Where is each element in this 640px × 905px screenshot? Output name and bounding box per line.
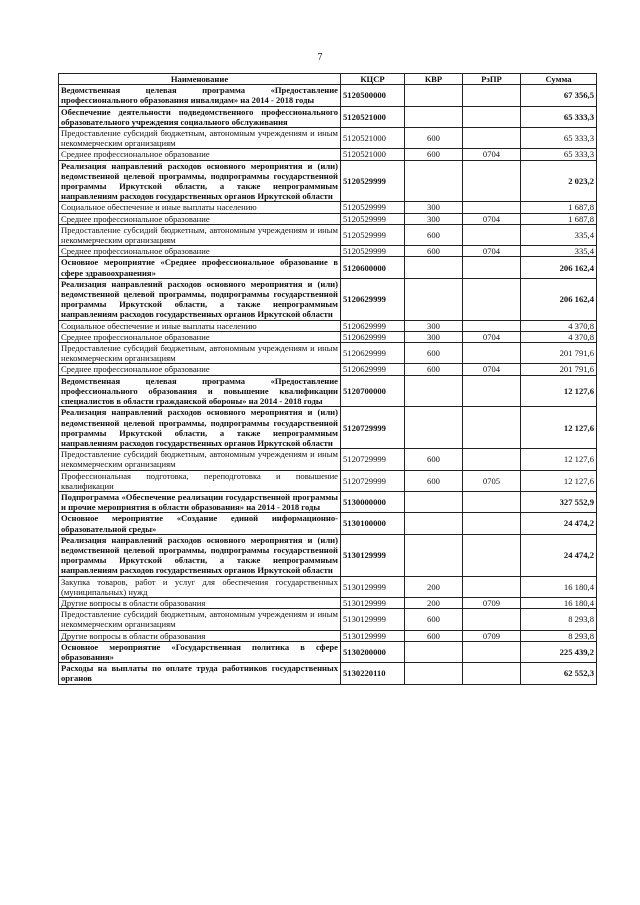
cell-kvr: 600: [405, 630, 463, 641]
cell-sum: 12 127,6: [521, 449, 597, 470]
cell-name: Реализация направлений расходов основного мероприятия и (или) ведомственной целевой программы, подпрограммы государственной программы Иркутской области, а также непрограммным направлениям расходов государственных органов Иркутской области: [59, 407, 341, 449]
cell-rzpr: [463, 375, 521, 407]
table-row: [59, 85, 597, 106]
cell-kcsr: 5130129999: [341, 534, 405, 576]
cell-kvr: [405, 85, 463, 106]
cell-rzpr: 0704: [463, 364, 521, 375]
table-row: [59, 160, 597, 202]
cell-kcsr: 5120629999: [341, 331, 405, 342]
cell-name: Основное мероприятие «Среднее профессиональное образование в сфере здравоохранения»: [59, 257, 341, 278]
cell-kcsr: 5130129999: [341, 597, 405, 608]
cell-kvr: 300: [405, 320, 463, 331]
cell-sum: 12 127,6: [521, 407, 597, 449]
table-row: [59, 246, 597, 257]
table-row: [59, 364, 597, 375]
cell-sum: 12 127,6: [521, 470, 597, 491]
cell-kvr: 600: [405, 128, 463, 149]
cell-name: Социальное обеспечение и иные выплаты населению: [59, 320, 341, 331]
cell-sum: 225 439,2: [521, 641, 597, 662]
cell-kvr: 600: [405, 364, 463, 375]
cell-kcsr: 5120700000: [341, 375, 405, 407]
table-row: [59, 320, 597, 331]
cell-sum: 16 180,4: [521, 597, 597, 608]
cell-rzpr: [463, 609, 521, 630]
cell-kcsr: 5120729999: [341, 449, 405, 470]
cell-rzpr: 0709: [463, 630, 521, 641]
table-row: [59, 470, 597, 491]
cell-kvr: 600: [405, 609, 463, 630]
cell-kcsr: 5120729999: [341, 407, 405, 449]
header-kvr: КВР: [405, 74, 463, 85]
cell-name: Закупка товаров, работ и услуг для обеспечения государственных (муниципальных) нужд: [59, 576, 341, 597]
cell-kvr: [405, 513, 463, 534]
table-row: [59, 331, 597, 342]
cell-kvr: 600: [405, 470, 463, 491]
cell-kcsr: 5130200000: [341, 641, 405, 662]
cell-kvr: 300: [405, 331, 463, 342]
cell-kvr: 600: [405, 343, 463, 364]
table-row: [59, 630, 597, 641]
table-row: [59, 224, 597, 245]
cell-rzpr: [463, 534, 521, 576]
cell-name: Другие вопросы в области образования: [59, 597, 341, 608]
cell-rzpr: [463, 576, 521, 597]
cell-kcsr: 5120529999: [341, 160, 405, 202]
cell-name: Предоставление субсидий бюджетным, автономным учреждениям и иным некоммерческим организациям: [59, 609, 341, 630]
cell-name: Предоставление субсидий бюджетным, автономным учреждениям и иным некоммерческим организациям: [59, 224, 341, 245]
cell-sum: 201 791,6: [521, 364, 597, 375]
cell-sum: 8 293,8: [521, 609, 597, 630]
cell-sum: 2 023,2: [521, 160, 597, 202]
table-row: [59, 641, 597, 662]
cell-kcsr: 5120529999: [341, 202, 405, 213]
cell-kvr: [405, 257, 463, 278]
cell-kvr: 600: [405, 149, 463, 160]
cell-rzpr: [463, 407, 521, 449]
cell-kcsr: 5120521000: [341, 149, 405, 160]
header-kcsr: КЦСР: [341, 74, 405, 85]
table-header-row: [59, 74, 597, 85]
cell-sum: 335,4: [521, 224, 597, 245]
cell-name: Среднее профессиональное образование: [59, 246, 341, 257]
cell-sum: 16 180,4: [521, 576, 597, 597]
cell-rzpr: [463, 663, 521, 684]
cell-sum: 62 552,3: [521, 663, 597, 684]
cell-rzpr: 0709: [463, 597, 521, 608]
cell-name: Предоставление субсидий бюджетным, автономным учреждениям и иным некоммерческим организациям: [59, 128, 341, 149]
table-row: [59, 513, 597, 534]
header-rzpr: РзПР: [463, 74, 521, 85]
cell-sum: 335,4: [521, 246, 597, 257]
cell-sum: 1 687,8: [521, 202, 597, 213]
cell-sum: 24 474,2: [521, 513, 597, 534]
cell-kcsr: 5120600000: [341, 257, 405, 278]
cell-name: Подпрограмма «Обеспечение реализации государственной программы и прочие мероприятия в области образования» на 2014 - 2018 годы: [59, 491, 341, 512]
cell-rzpr: [463, 106, 521, 127]
cell-name: Профессиональная подготовка, переподготовка и повышение квалификации: [59, 470, 341, 491]
cell-sum: 65 333,3: [521, 128, 597, 149]
cell-name: Предоставление субсидий бюджетным, автономным учреждениям и иным некоммерческим организациям: [59, 343, 341, 364]
cell-rzpr: 0705: [463, 470, 521, 491]
table-row: [59, 449, 597, 470]
cell-name: Основное мероприятие «Государственная политика в сфере образования»: [59, 641, 341, 662]
cell-kvr: [405, 491, 463, 512]
cell-sum: 4 370,8: [521, 331, 597, 342]
table-row: [59, 128, 597, 149]
cell-sum: 65 333,3: [521, 106, 597, 127]
cell-sum: 4 370,8: [521, 320, 597, 331]
table-row: [59, 278, 597, 320]
cell-name: Социальное обеспечение и иные выплаты населению: [59, 202, 341, 213]
cell-name: Реализация направлений расходов основного мероприятия и (или) ведомственной целевой программы, подпрограммы государственной программы Иркутской области, а также непрограммным направлениям расходов государственных органов Иркутской области: [59, 278, 341, 320]
cell-kvr: 300: [405, 213, 463, 224]
cell-rzpr: [463, 85, 521, 106]
cell-sum: 201 791,6: [521, 343, 597, 364]
cell-sum: 206 162,4: [521, 257, 597, 278]
cell-kvr: [405, 641, 463, 662]
cell-sum: 1 687,8: [521, 213, 597, 224]
cell-name: Среднее профессиональное образование: [59, 213, 341, 224]
cell-rzpr: [463, 513, 521, 534]
cell-kcsr: 5120629999: [341, 278, 405, 320]
cell-rzpr: [463, 257, 521, 278]
cell-kcsr: 5120629999: [341, 343, 405, 364]
cell-kcsr: 5120529999: [341, 246, 405, 257]
cell-kvr: [405, 106, 463, 127]
cell-kvr: 600: [405, 246, 463, 257]
cell-kcsr: 5130129999: [341, 609, 405, 630]
table-row: [59, 257, 597, 278]
cell-rzpr: 0704: [463, 331, 521, 342]
table-row: [59, 343, 597, 364]
cell-rzpr: [463, 160, 521, 202]
cell-kvr: 200: [405, 597, 463, 608]
cell-sum: 12 127,6: [521, 375, 597, 407]
cell-name: Другие вопросы в области образования: [59, 630, 341, 641]
cell-kvr: [405, 534, 463, 576]
cell-name: Реализация направлений расходов основного мероприятия и (или) ведомственной целевой программы, подпрограммы государственной программы Иркутской области, а также непрограммным направлениям расходов государственных органов Иркутской области: [59, 534, 341, 576]
cell-name: Реализация направлений расходов основного мероприятия и (или) ведомственной целевой программы, подпрограммы государственной программы Иркутской области, а также непрограммным направлениям расходов государственных органов Иркутской области: [59, 160, 341, 202]
cell-kcsr: 5120521000: [341, 128, 405, 149]
cell-kvr: 300: [405, 202, 463, 213]
cell-kvr: [405, 278, 463, 320]
cell-kcsr: 5120500000: [341, 85, 405, 106]
cell-kcsr: 5130129999: [341, 576, 405, 597]
cell-rzpr: 0704: [463, 213, 521, 224]
table-row: [59, 491, 597, 512]
header-name: Наименование: [59, 74, 341, 85]
cell-rzpr: [463, 128, 521, 149]
header-sum: Сумма: [521, 74, 597, 85]
cell-rzpr: [463, 202, 521, 213]
cell-rzpr: [463, 224, 521, 245]
cell-name: Среднее профессиональное образование: [59, 331, 341, 342]
cell-name: Среднее профессиональное образование: [59, 149, 341, 160]
table-row: [59, 149, 597, 160]
table-row: [59, 213, 597, 224]
table-row: [59, 534, 597, 576]
table-row: [59, 576, 597, 597]
cell-rzpr: [463, 449, 521, 470]
page-number: 7: [317, 52, 323, 63]
table-row: [59, 202, 597, 213]
cell-kcsr: 5130129999: [341, 630, 405, 641]
cell-kcsr: 5120529999: [341, 224, 405, 245]
budget-table: [58, 73, 597, 685]
cell-kvr: [405, 160, 463, 202]
cell-kcsr: 5130100000: [341, 513, 405, 534]
cell-sum: 206 162,4: [521, 278, 597, 320]
table-row: [59, 106, 597, 127]
cell-kcsr: 5130220110: [341, 663, 405, 684]
cell-rzpr: [463, 491, 521, 512]
cell-kcsr: 5120629999: [341, 364, 405, 375]
cell-kvr: 200: [405, 576, 463, 597]
cell-name: Предоставление субсидий бюджетным, автономным учреждениям и иным некоммерческим организациям: [59, 449, 341, 470]
table-body: [59, 85, 597, 684]
cell-name: Расходы на выплаты по оплате труда работников государственных органов: [59, 663, 341, 684]
cell-sum: 65 333,3: [521, 149, 597, 160]
cell-name: Ведомственная целевая программа «Предоставление профессионального образования инвалидам» на 2014 - 2018 годы: [59, 85, 341, 106]
cell-sum: 8 293,8: [521, 630, 597, 641]
table-row: [59, 597, 597, 608]
cell-kvr: 600: [405, 449, 463, 470]
cell-kvr: [405, 663, 463, 684]
cell-rzpr: [463, 320, 521, 331]
cell-kcsr: 5120729999: [341, 470, 405, 491]
table-row: [59, 375, 597, 407]
cell-kcsr: 5120521000: [341, 106, 405, 127]
table-row: [59, 663, 597, 684]
cell-name: Среднее профессиональное образование: [59, 364, 341, 375]
cell-kcsr: 5120629999: [341, 320, 405, 331]
cell-name: Ведомственная целевая программа «Предоставление профессионального образования и повышение квалификации специалистов в области гражданской обороны» на 2014 - 2018 годы: [59, 375, 341, 407]
cell-rzpr: 0704: [463, 149, 521, 160]
cell-kcsr: 5120529999: [341, 213, 405, 224]
cell-kvr: 600: [405, 224, 463, 245]
cell-rzpr: [463, 278, 521, 320]
cell-kvr: [405, 375, 463, 407]
cell-kvr: [405, 407, 463, 449]
cell-kcsr: 5130000000: [341, 491, 405, 512]
cell-name: Обеспечение деятельности подведомственного профессионального образовательного учреждения социального обслуживания: [59, 106, 341, 127]
cell-name: Основное мероприятие «Создание единой информационно-образовательной среды»: [59, 513, 341, 534]
cell-rzpr: [463, 641, 521, 662]
table-row: [59, 407, 597, 449]
cell-rzpr: 0704: [463, 246, 521, 257]
cell-sum: 67 356,5: [521, 85, 597, 106]
cell-sum: 327 552,9: [521, 491, 597, 512]
cell-sum: 24 474,2: [521, 534, 597, 576]
table-row: [59, 609, 597, 630]
cell-rzpr: [463, 343, 521, 364]
